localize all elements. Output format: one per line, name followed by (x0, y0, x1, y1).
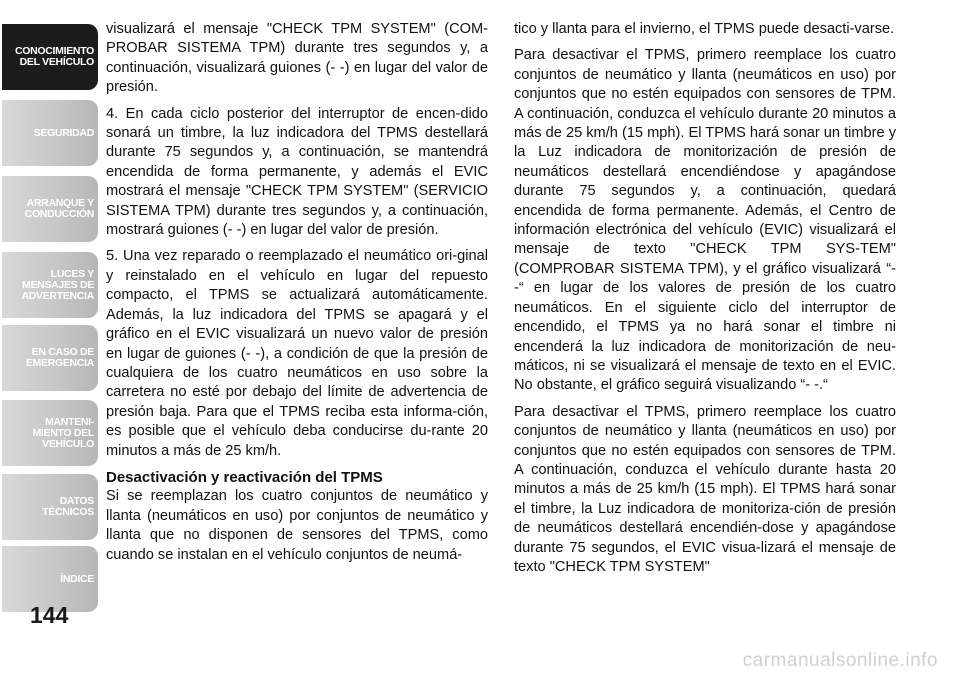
paragraph: Si se reemplazan los cuatro conjuntos de neumático y llanta (neumáticos en uso) por conjuntos de neumático y llanta que no disponen de sensores del TPMS, como cuando se instalan en el vehículo conjuntos de neumá- (106, 488, 488, 563)
page-number: 144 (30, 602, 69, 628)
paragraph: Para desactivar el TPMS, primero reemplace los cuatro conjuntos de neumático y llanta (neumáticos en uso) por conjuntos que no estén equipados con sensores de TPM. A continuación, conduzca el vehículo durante hasta 20 minutos a más de 25 km/h (15 mph). El TPMS hará sonar el timbre, la Luz indicadora de monitoriza-ción de presión de neumáticos destellará encendién-dose y apagándose durante 75 segundos, el EVIC visua-lizará el mensaje de texto "CHECK TPM SYSTEM" (514, 403, 896, 575)
chapter-tab[interactable] (2, 176, 98, 242)
chapter-tab-label: SEGURIDAD (33, 126, 94, 139)
chapter-tab-label: ADVERTENCIA (21, 289, 94, 302)
chapter-tab[interactable] (2, 100, 98, 166)
chapter-tab-label: EN CASO DE (31, 346, 94, 358)
chapter-tab[interactable] (2, 252, 98, 318)
chapter-tab-label: EMERGENCIA (25, 357, 94, 369)
chapter-tab-label: MIENTO DEL (32, 426, 94, 439)
paragraph: tico y llanta para el invierno, el TPMS puede desacti-varse. (514, 21, 895, 37)
section-heading: Desactivación y reactivación del TPMS (106, 468, 383, 486)
chapter-tab-label: TÉCNICOS (42, 506, 94, 518)
watermark: carmanualsonline.info (742, 650, 938, 671)
right-column (514, 20, 896, 584)
left-column (106, 20, 488, 572)
paragraph: 4. En cada ciclo posterior del interruptor de encen-dido sonará un timbre, la luz indicadora del TPMS destellará durante 75 segundos y, a continuación, se mantendrá encendida de forma permanente, y además el EVIC mostrará el mensaje "CHECK TPM SYSTEM" (SERVICIO SISTEMA TPM) durante tres segundos y, a continuación, mostrará guiones (- -) en lugar del valor de presión. (106, 105, 488, 239)
chapter-tab-label: DEL VEHÍCULO (19, 56, 94, 68)
paragraph: Para desactivar el TPMS, primero reemplace los cuatro conjuntos de neumático y llanta (neumáticos en uso) por conjuntos que no estén equipados con sensores de TPM. A continuación, conduzca el vehículo durante 20 minutos a más de 25 km/h (15 mph). El TPMS hará sonar un timbre y la Luz indicadora de monitorización de presión de neumáticos destellará encendiéndose y apagándose durante 75 segundos y, a continuación, quedará encendida de forma permanente. Además, el Centro de información electrónica del vehículo (EVIC) visualizará el mensaje de texto "CHECK TPM SYS-TEM" (COMPROBAR SISTEMA TPM), y el gráfico visualizará “- -“ en lugar de los valores de presión de los cuatro neumáticos. En el siguiente ciclo del interruptor de encendido, el TPMS ya no hará sonar el timbre ni encenderá la luz indicadora de monitorización de neu-máticos, ni se visualizará el mensaje de texto en el EVIC. No obstante, el gráfico seguirá visualizando “- -.“ (514, 47, 896, 394)
chapter-tab-label: MENSAJES DE (22, 278, 94, 291)
chapter-tab-label: DATOS (59, 495, 94, 507)
chapter-tab-label: MANTENI- (45, 415, 94, 428)
chapter-tab-label: VEHÍCULO (42, 437, 94, 450)
chapter-tab-label: ARRANQUE Y (26, 197, 94, 209)
chapter-tab[interactable] (2, 400, 98, 466)
chapter-tab-label: ÍNDICE (60, 572, 94, 585)
chapter-tab-label: CONDUCCIÓN (24, 208, 94, 220)
chapter-tab[interactable] (2, 24, 98, 90)
chapter-tab[interactable] (2, 474, 98, 540)
paragraph: 5. Una vez reparado o reemplazado el neumático ori-ginal y reinstalado en el vehículo en lugar del repuesto compacto, el TPMS se actualizará automáticamente. Además, la luz indicadora del TPMS se apagará y el gráfico en el EVIC visualizará un nuevo valor de presión en lugar de guiones (- -), a condición de que la presión de cualquiera de los cuatro neumáticos en uso sobre la carretera no esté por debajo del límite de advertencia de presión baja. Para que el TPMS reciba esta informa-ción, es posible que el vehículo deba conducirse du-rante 20 minutos a más de 25 km/h. (106, 248, 488, 459)
chapter-sidebar (0, 0, 100, 678)
chapter-tab-label: CONOCIMIENTO (14, 45, 94, 57)
chapter-tab-label: LUCES Y (50, 267, 94, 280)
chapter-tab[interactable] (2, 325, 98, 391)
paragraph: visualizará el mensaje "CHECK TPM SYSTEM" (COM-PROBAR SISTEMA TPM) durante tres segundos y, a continuación, visualizará guiones (- -) en lugar del valor de presión. (106, 21, 488, 96)
